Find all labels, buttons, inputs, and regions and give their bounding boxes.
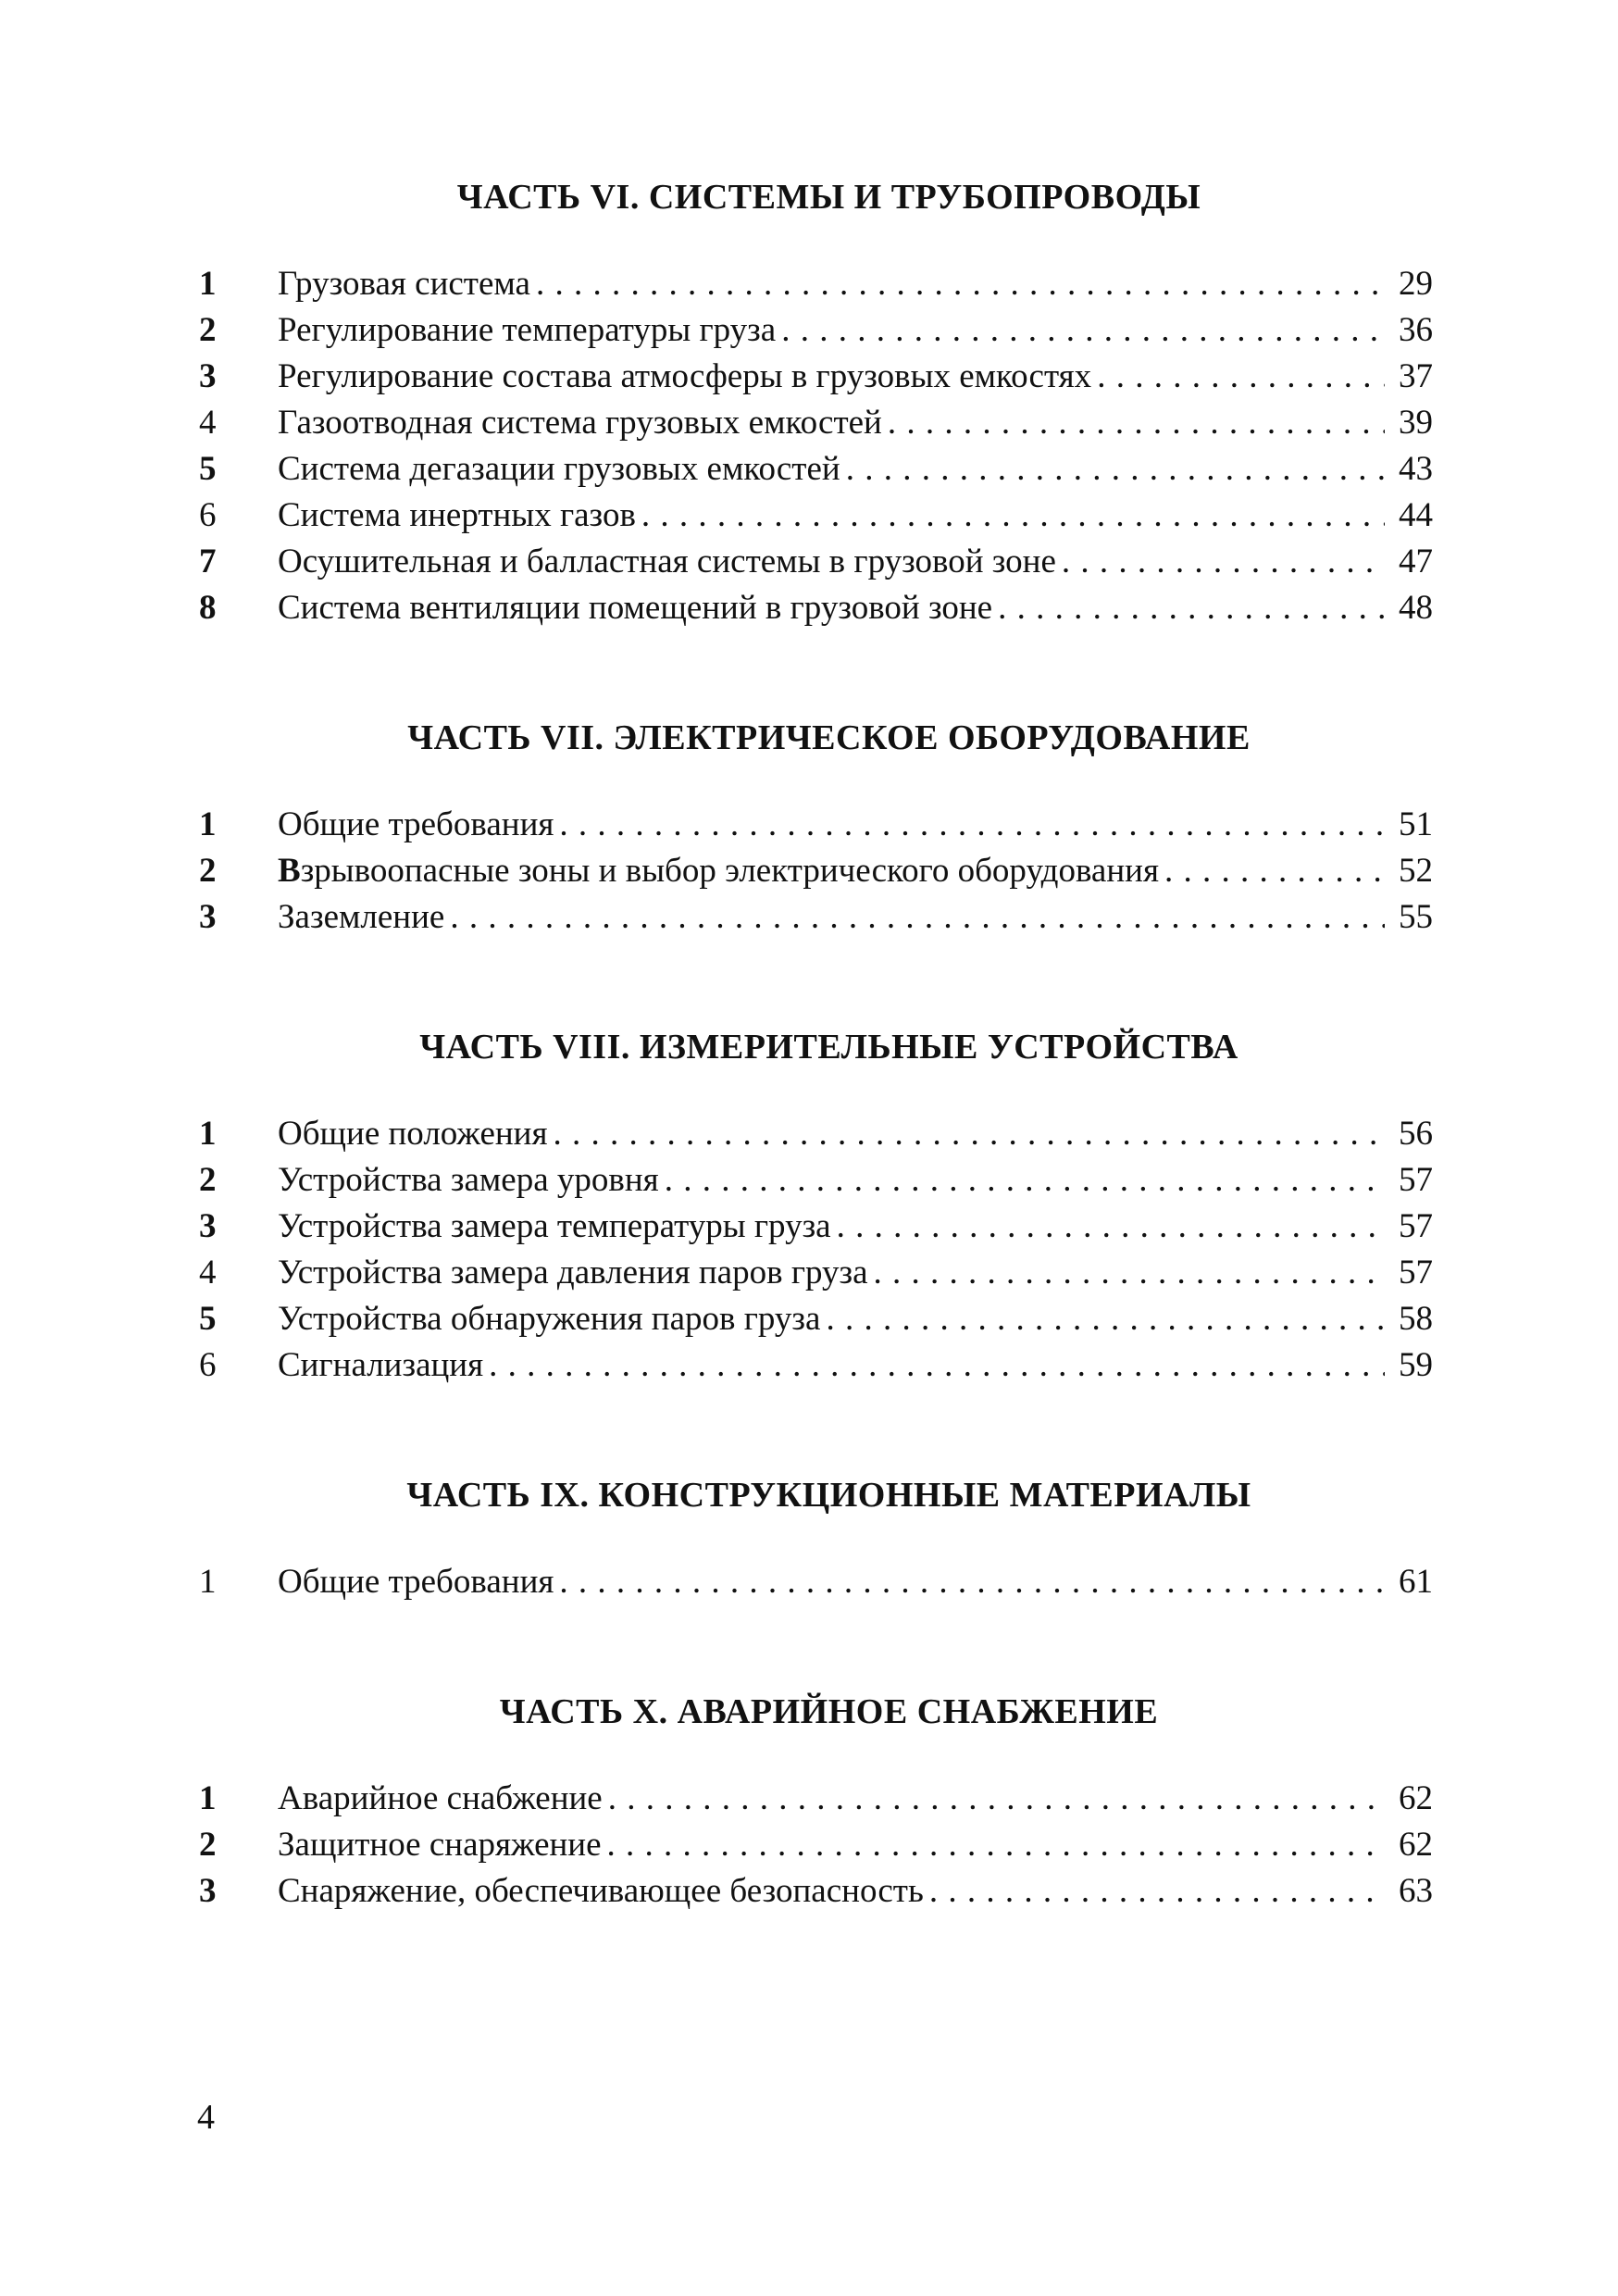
section-title: ЧАСТЬ X. АВАРИЙНОЕ СНАБЖЕНИЕ bbox=[499, 1692, 1159, 1731]
toc-entry-title-text: Регулирование состава атмосферы в грузовых емкостях bbox=[278, 357, 1092, 395]
toc-entry-number: 2 bbox=[199, 311, 217, 349]
toc-section bbox=[197, 715, 1433, 1024]
toc-entry-page: 51 bbox=[1399, 805, 1433, 843]
toc-section bbox=[197, 1689, 1433, 1915]
toc-entry-number: 7 bbox=[199, 543, 217, 580]
toc-entry-title-text: Осушительная и балластная системы в грузовой зоне bbox=[278, 543, 1056, 580]
toc-entry-title bbox=[278, 894, 450, 941]
dot-leader bbox=[536, 261, 1385, 307]
toc-entry-title-text: Грузовая система bbox=[278, 265, 530, 303]
toc-entry-title-text: Общие требования bbox=[278, 805, 554, 843]
page-number: 4 bbox=[197, 2098, 215, 2137]
toc-entry-page: 58 bbox=[1399, 1300, 1433, 1338]
toc-entry-title bbox=[278, 1559, 559, 1605]
toc-entry-page: 57 bbox=[1399, 1254, 1433, 1292]
toc-entry[interactable] bbox=[197, 585, 1433, 631]
section-title: ЧАСТЬ VIII. ИЗМЕРИТЕЛЬНЫЕ УСТРОЙСТВА bbox=[419, 1028, 1238, 1067]
toc-entry-title-text: Регулирование температуры груза bbox=[278, 311, 777, 349]
dot-leader bbox=[559, 1559, 1385, 1605]
toc-entry[interactable] bbox=[197, 400, 1433, 446]
toc-entry-title bbox=[278, 1204, 837, 1250]
toc-entry-title bbox=[278, 493, 641, 539]
toc-entry-number: 3 bbox=[199, 1872, 217, 1910]
dot-leader bbox=[888, 400, 1385, 446]
toc-entry-page: 39 bbox=[1399, 404, 1433, 442]
dot-leader bbox=[846, 446, 1385, 493]
toc-entry-number: 1 bbox=[199, 805, 217, 843]
toc-section bbox=[197, 174, 1433, 715]
toc-entry[interactable] bbox=[197, 1250, 1433, 1296]
toc-entry-title bbox=[278, 261, 536, 307]
toc-entry[interactable] bbox=[197, 848, 1433, 894]
toc-entry[interactable] bbox=[197, 307, 1433, 354]
toc-entry-title bbox=[278, 1342, 489, 1389]
section-spacer bbox=[197, 1605, 1433, 1689]
section-spacer bbox=[197, 631, 1433, 715]
toc-entry[interactable] bbox=[197, 894, 1433, 941]
dot-leader bbox=[641, 493, 1385, 539]
toc-entry-title-text: Общие положения bbox=[278, 1115, 548, 1153]
toc-entry[interactable] bbox=[197, 261, 1433, 307]
toc-entry-page: 57 bbox=[1399, 1207, 1433, 1245]
dot-leader bbox=[608, 1776, 1385, 1822]
dot-leader bbox=[837, 1204, 1385, 1250]
toc-entry-title bbox=[278, 1776, 608, 1822]
toc-entry-title-text: Система дегазации грузовых емкостей bbox=[278, 450, 840, 488]
toc-entry-title bbox=[278, 1822, 607, 1868]
dot-leader bbox=[874, 1250, 1385, 1296]
toc-entry-number: 1 bbox=[199, 265, 217, 303]
toc-entry-number: 5 bbox=[199, 1300, 217, 1338]
toc-entry[interactable] bbox=[197, 539, 1433, 585]
toc-entry-page: 29 bbox=[1399, 265, 1433, 303]
toc-entry[interactable] bbox=[197, 1342, 1433, 1389]
toc-entry-title-text: Общие требования bbox=[278, 1563, 554, 1601]
toc-entry-title-text: Устройства замера давления паров груза bbox=[278, 1254, 868, 1292]
dot-leader bbox=[1164, 848, 1385, 894]
dot-leader bbox=[489, 1342, 1385, 1389]
dot-leader bbox=[1062, 539, 1385, 585]
toc-entry[interactable] bbox=[197, 1204, 1433, 1250]
toc-section bbox=[197, 1472, 1433, 1689]
toc-entry-title-initial: В bbox=[278, 852, 301, 890]
section-title: ЧАСТЬ IX. КОНСТРУКЦИОННЫЕ МАТЕРИАЛЫ bbox=[406, 1476, 1251, 1515]
dot-leader bbox=[1097, 354, 1385, 400]
toc-entry-page: 63 bbox=[1399, 1872, 1433, 1910]
toc-entry-number: 3 bbox=[199, 898, 217, 936]
toc-list bbox=[197, 1776, 1433, 1915]
toc-entry-number: 6 bbox=[199, 1346, 217, 1384]
toc-entry-title-text: Устройства обнаружения паров груза bbox=[278, 1300, 821, 1338]
toc-entry-title bbox=[278, 1157, 665, 1204]
toc-entry-title bbox=[278, 446, 846, 493]
toc-entry-number: 2 bbox=[199, 1826, 217, 1864]
table-of-contents bbox=[197, 174, 1433, 1915]
dot-leader bbox=[998, 585, 1385, 631]
toc-entry-title bbox=[278, 1111, 553, 1157]
toc-entry-page: 62 bbox=[1399, 1826, 1433, 1864]
toc-entry-number: 4 bbox=[199, 1254, 217, 1292]
toc-entry-title-text: Защитное снаряжение bbox=[278, 1826, 602, 1864]
toc-entry-title bbox=[278, 400, 888, 446]
toc-entry-page: 59 bbox=[1399, 1346, 1433, 1384]
toc-entry-title bbox=[278, 1868, 929, 1915]
toc-entry-title bbox=[278, 585, 998, 631]
toc-entry-page: 62 bbox=[1399, 1779, 1433, 1817]
toc-entry-title-text: Снаряжение, обеспечивающее безопасность bbox=[278, 1872, 924, 1910]
toc-entry[interactable] bbox=[197, 493, 1433, 539]
section-spacer bbox=[197, 941, 1433, 1024]
toc-entry-number: 1 bbox=[199, 1115, 217, 1153]
toc-entry[interactable] bbox=[197, 1111, 1433, 1157]
toc-entry-title bbox=[278, 1250, 874, 1296]
section-title: ЧАСТЬ VII. ЭЛЕКТРИЧЕСКОЕ ОБОРУДОВАНИЕ bbox=[407, 718, 1251, 757]
section-spacer bbox=[197, 1389, 1433, 1472]
toc-entry-number: 2 bbox=[199, 1161, 217, 1199]
toc-entry-page: 37 bbox=[1399, 357, 1433, 395]
toc-list bbox=[197, 1559, 1433, 1605]
toc-entry[interactable] bbox=[197, 354, 1433, 400]
toc-entry-title bbox=[278, 1296, 826, 1342]
toc-entry-title-text: Устройства замера температуры груза bbox=[278, 1207, 831, 1245]
toc-entry-page: 61 bbox=[1399, 1563, 1433, 1601]
toc-entry-number: 8 bbox=[199, 589, 217, 627]
toc-entry-title-text: Заземление bbox=[278, 898, 445, 936]
dot-leader bbox=[826, 1296, 1385, 1342]
toc-entry-title-text: Устройства замера уровня bbox=[278, 1161, 659, 1199]
toc-entry-number: 1 bbox=[199, 1779, 217, 1817]
toc-entry-page: 43 bbox=[1399, 450, 1433, 488]
toc-entry-number: 3 bbox=[199, 1207, 217, 1245]
dot-leader bbox=[553, 1111, 1385, 1157]
toc-entry-number: 4 bbox=[199, 404, 217, 442]
toc-entry-number: 5 bbox=[199, 450, 217, 488]
toc-entry[interactable] bbox=[197, 1822, 1433, 1868]
toc-entry-number: 1 bbox=[199, 1563, 217, 1601]
toc-entry-page: 55 bbox=[1399, 898, 1433, 936]
toc-entry[interactable] bbox=[197, 1296, 1433, 1342]
toc-entry-title bbox=[278, 354, 1097, 400]
toc-entry-title-text: Сигнализация bbox=[278, 1346, 484, 1384]
toc-entry-title-text: Газоотводная система грузовых емкостей bbox=[278, 404, 882, 442]
dot-leader bbox=[665, 1157, 1385, 1204]
toc-list bbox=[197, 261, 1433, 631]
dot-leader bbox=[929, 1868, 1385, 1915]
toc-entry[interactable] bbox=[197, 446, 1433, 493]
toc-entry-title-text: Система вентиляции помещений в грузовой зоне bbox=[278, 589, 993, 627]
toc-entry-title bbox=[278, 848, 1164, 894]
toc-entry[interactable] bbox=[197, 1776, 1433, 1822]
dot-leader bbox=[607, 1822, 1385, 1868]
section-title: ЧАСТЬ VI. СИСТЕМЫ И ТРУБОПРОВОДЫ bbox=[456, 178, 1201, 217]
toc-entry[interactable] bbox=[197, 1868, 1433, 1915]
toc-entry-page: 36 bbox=[1399, 311, 1433, 349]
toc-entry-title bbox=[278, 539, 1062, 585]
toc-entry-page: 48 bbox=[1399, 589, 1433, 627]
toc-entry[interactable] bbox=[197, 1559, 1433, 1605]
toc-entry-title-text: Система инертных газов bbox=[278, 496, 636, 534]
dot-leader bbox=[781, 307, 1385, 354]
toc-entry-title-text: зрывоопасные зоны и выбор электрического оборудования bbox=[300, 852, 1159, 890]
dot-leader bbox=[450, 894, 1385, 941]
toc-entry-number: 3 bbox=[199, 357, 217, 395]
toc-entry-page: 52 bbox=[1399, 852, 1433, 890]
toc-entry-page: 44 bbox=[1399, 496, 1433, 534]
toc-entry-page: 57 bbox=[1399, 1161, 1433, 1199]
toc-entry-page: 56 bbox=[1399, 1115, 1433, 1153]
toc-entry-number: 2 bbox=[199, 852, 217, 890]
toc-entry[interactable] bbox=[197, 1157, 1433, 1204]
toc-list bbox=[197, 1111, 1433, 1389]
toc-entry-number: 6 bbox=[199, 496, 217, 534]
toc-list bbox=[197, 802, 1433, 941]
toc-section bbox=[197, 1024, 1433, 1472]
toc-entry-title-text: Аварийное снабжение bbox=[278, 1779, 603, 1817]
toc-entry-page: 47 bbox=[1399, 543, 1433, 580]
toc-entry-title bbox=[278, 307, 781, 354]
dot-leader bbox=[559, 802, 1385, 848]
toc-entry-title bbox=[278, 802, 559, 848]
toc-entry[interactable] bbox=[197, 802, 1433, 848]
